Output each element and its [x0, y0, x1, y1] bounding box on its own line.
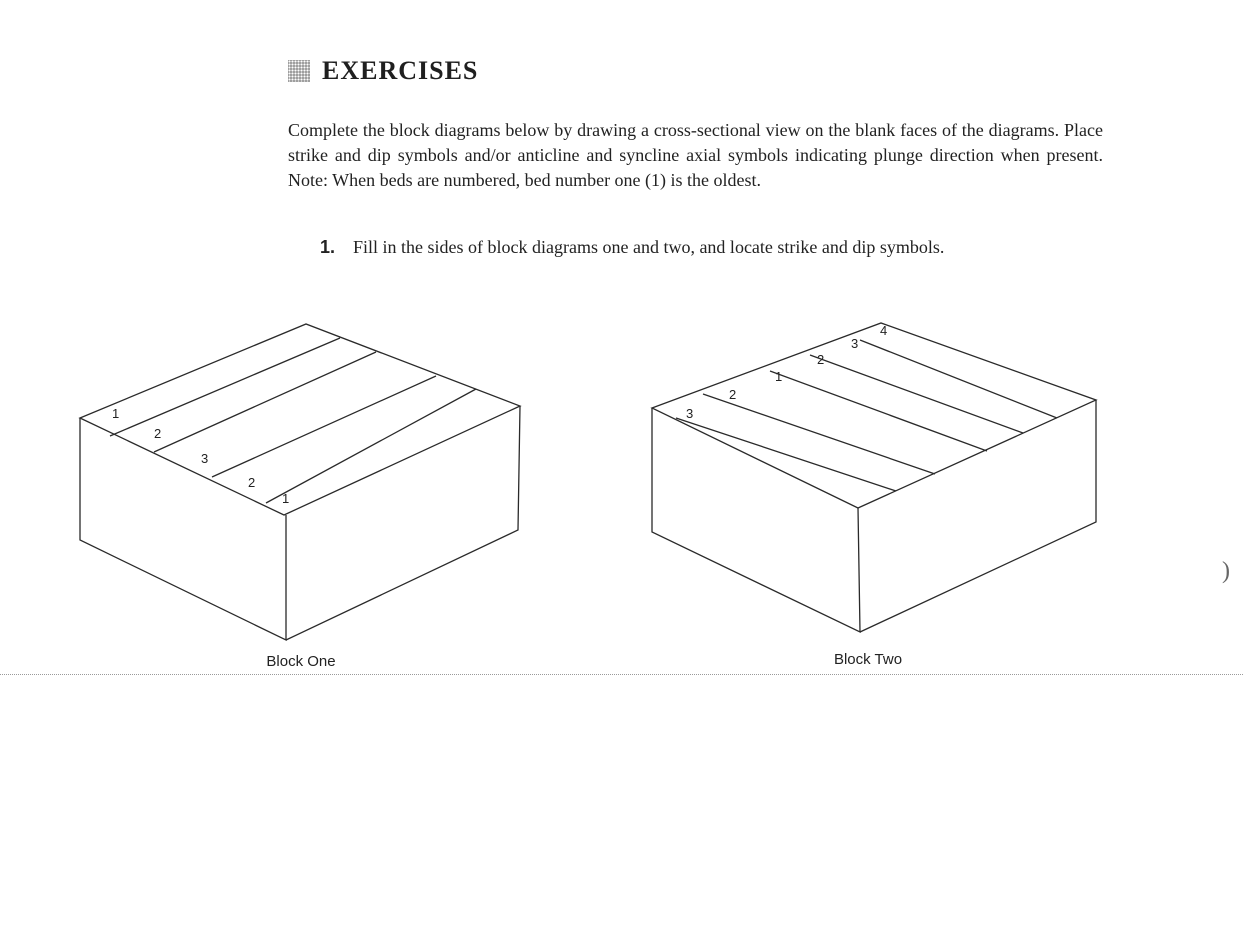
block-one-bed-contact	[212, 376, 436, 477]
block-one-bed-contact	[266, 389, 476, 503]
block-two-bed-label: 3	[851, 336, 859, 351]
block-one-bed-contact	[154, 352, 376, 452]
block-one-caption: Block One	[266, 653, 336, 670]
block-two-left-face	[652, 408, 860, 632]
block-two-bed-label: 2	[729, 387, 737, 402]
block-one-diagram	[80, 324, 520, 670]
block-diagrams-figure	[0, 300, 1243, 680]
block-one-right-face	[286, 406, 520, 640]
exercise-item-1	[320, 235, 1102, 260]
block-two-bed-contact	[676, 418, 896, 491]
block-two-bed-contact	[703, 394, 935, 474]
block-two-diagram	[652, 323, 1096, 668]
block-two-top-face	[652, 323, 1096, 508]
block-one-bed-label: 2	[248, 475, 256, 490]
instructions-paragraph: Complete the block diagrams below by drawing a cross-sectional view on the blank faces of the diagrams. Place strike and dip symbols and/or anticline and syncline axial symbols indicating plunge direction when present. Note: When beds are numbered, bed number one (1) is the oldest.	[288, 120, 1103, 190]
block-two-bed-label: 1	[775, 369, 783, 384]
halftone-square-icon	[288, 60, 310, 82]
block-one-bed-label: 3	[201, 451, 209, 466]
block-two-bed-contact	[860, 340, 1057, 418]
exercise-item-text: Fill in the sides of block diagrams one and two, and locate strike and dip symbols.	[353, 237, 945, 257]
block-one-bed-label: 2	[154, 426, 162, 441]
block-two-bed-label: 2	[817, 352, 825, 367]
block-two-right-face	[860, 400, 1096, 632]
block-two-caption: Block Two	[833, 651, 903, 668]
exercise-item-number: 1.	[320, 237, 336, 257]
block-one-bed-label: 1	[112, 406, 120, 421]
block-one-bed-contact	[110, 338, 340, 436]
margin-mark: )	[1222, 558, 1230, 584]
page-divider	[0, 674, 1243, 675]
block-two-bed-label: 3	[686, 406, 694, 421]
block-two-bed-label: 4	[880, 323, 888, 338]
block-two-bed-contact	[810, 355, 1023, 433]
block-two-bed-contact	[770, 371, 987, 451]
section-title: EXERCISES	[322, 56, 479, 85]
block-one-bed-label: 1	[282, 491, 290, 506]
block-one-left-face	[80, 418, 286, 640]
section-heading	[288, 56, 478, 86]
block-one-top-face	[80, 324, 520, 515]
